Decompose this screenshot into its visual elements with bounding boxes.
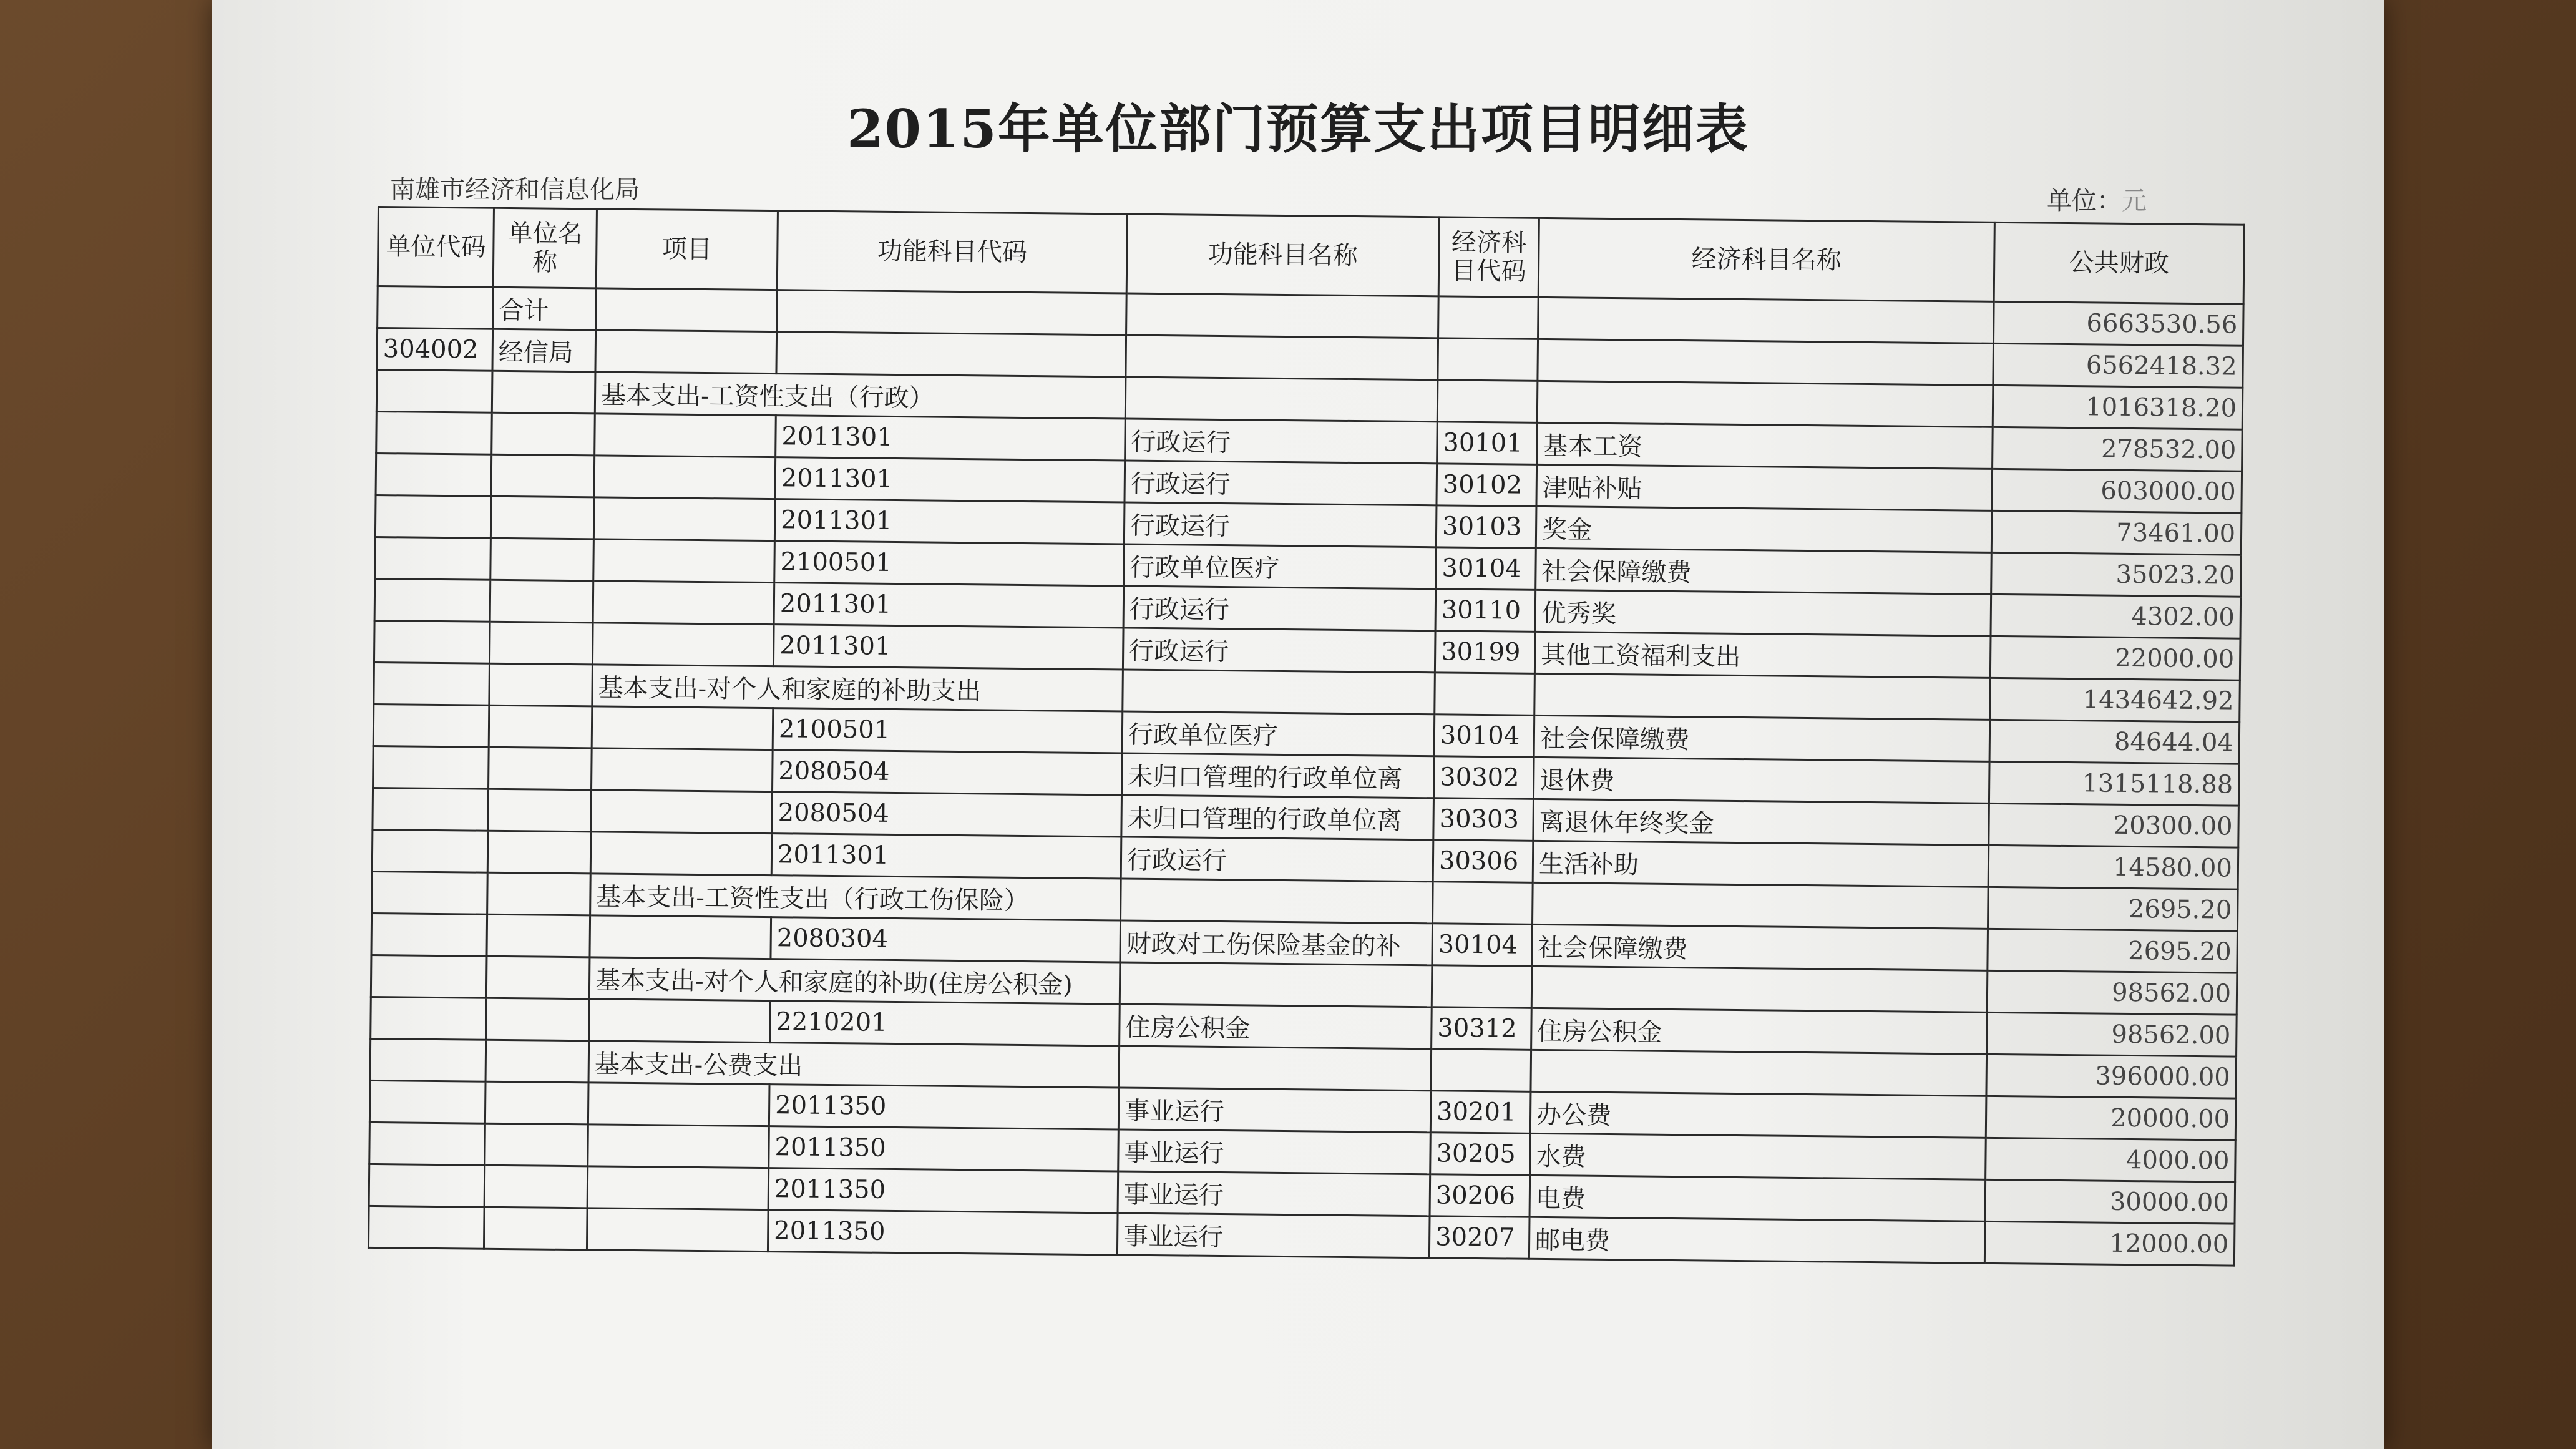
unit-name-cell — [484, 1207, 587, 1250]
organization-name: 南雄市经济和信息化局 — [390, 175, 640, 204]
amount-cell: 14580.00 — [1988, 845, 2238, 889]
amount-cell: 12000.00 — [1984, 1221, 2235, 1266]
function-code-cell: 2011301 — [775, 457, 1125, 502]
project-cell — [594, 456, 776, 499]
economic-name-cell: 社会保障缴费 — [1534, 715, 1990, 761]
function-name-cell — [1119, 1046, 1432, 1091]
unit-name-cell — [487, 914, 590, 957]
function-code-cell: 2080504 — [773, 750, 1123, 795]
unit-name-cell — [487, 872, 591, 915]
economic-name-cell — [1531, 966, 1988, 1012]
function-code-cell: 2011350 — [769, 1085, 1119, 1129]
unit-name-cell: 经信局 — [492, 329, 596, 372]
unit-code-cell — [371, 997, 487, 1040]
economic-code-cell: 30306 — [1433, 840, 1533, 883]
function-code-cell: 2210201 — [770, 1001, 1120, 1046]
function-name-cell: 事业运行 — [1118, 1129, 1431, 1174]
function-code-cell — [777, 290, 1127, 335]
project-cell — [589, 999, 771, 1043]
unit-name-cell — [489, 622, 593, 665]
project-cell — [592, 623, 774, 666]
unit-name-cell — [489, 705, 592, 748]
economic-name-cell: 办公费 — [1530, 1091, 1986, 1138]
budget-table — [368, 206, 2245, 1267]
function-name-cell: 事业运行 — [1118, 1088, 1431, 1133]
function-name-cell — [1120, 962, 1432, 1007]
economic-code-cell: 30104 — [1436, 547, 1536, 590]
function-code-cell — [776, 332, 1126, 377]
economic-code-cell: 30303 — [1433, 798, 1534, 841]
economic-code-cell: 30206 — [1430, 1174, 1530, 1217]
unit-code-cell — [376, 411, 492, 454]
table-body — [368, 286, 2243, 1266]
economic-name-cell: 离退休年终奖金 — [1533, 799, 1989, 845]
function-name-cell: 行政运行 — [1124, 502, 1437, 547]
unit-name-cell — [489, 747, 592, 790]
function-code-cell: 2011301 — [771, 834, 1121, 879]
function-name-cell: 行政运行 — [1125, 461, 1437, 505]
economic-code-cell: 30312 — [1432, 1007, 1532, 1050]
function-name-cell: 未归口管理的行政单位离 — [1121, 795, 1434, 840]
function-code-cell: 2080504 — [772, 792, 1122, 837]
unit-code-cell — [369, 1164, 485, 1207]
amount-cell: 6562418.32 — [1993, 343, 2243, 388]
function-code-cell: 2100501 — [774, 541, 1125, 586]
function-name-cell: 财政对工伤保险基金的补 — [1120, 920, 1433, 965]
header-function-code: 功能科目代码 — [777, 211, 1127, 293]
amount-cell: 2695.20 — [1988, 929, 2238, 973]
unit-name-cell — [484, 1165, 588, 1208]
function-code-cell: 2100501 — [773, 708, 1123, 753]
unit-name-cell: 合计 — [493, 287, 597, 330]
amount-cell: 30000.00 — [1985, 1179, 2235, 1224]
unit-name-cell — [490, 538, 594, 581]
project-cell — [596, 288, 778, 332]
amount-cell: 4000.00 — [1986, 1138, 2236, 1182]
economic-code-cell — [1438, 338, 1538, 381]
unit-code-cell — [375, 495, 491, 538]
project-cell — [587, 1166, 769, 1210]
function-name-cell: 行政运行 — [1121, 837, 1433, 882]
project-cell — [590, 915, 771, 959]
function-code-cell: 2011301 — [774, 583, 1124, 628]
unit-name-cell — [487, 831, 591, 874]
unit-name-cell — [485, 1040, 589, 1083]
amount-cell: 396000.00 — [1986, 1054, 2237, 1098]
document-page — [212, 0, 2384, 1449]
economic-code-cell: 30101 — [1437, 422, 1538, 465]
economic-code-cell: 30110 — [1435, 589, 1536, 632]
economic-code-cell — [1437, 380, 1538, 423]
unit-code-cell — [374, 620, 490, 663]
amount-cell: 1016318.20 — [1993, 385, 2243, 429]
function-name-cell: 事业运行 — [1118, 1171, 1430, 1216]
function-name-cell — [1123, 670, 1435, 715]
economic-name-cell — [1534, 673, 1991, 720]
function-name-cell: 行政运行 — [1123, 586, 1436, 631]
unit-code-cell — [372, 829, 488, 872]
unit-code-cell — [371, 955, 487, 998]
project-cell — [588, 1083, 769, 1126]
amount-cell: 98562.00 — [1987, 1012, 2237, 1056]
project-cell — [595, 330, 777, 374]
unit-code-cell — [373, 704, 489, 747]
amount-cell: 84644.04 — [1989, 720, 2240, 764]
unit-code-cell — [376, 453, 492, 496]
unit-code-cell — [378, 286, 494, 329]
economic-name-cell: 其他工资福利支出 — [1534, 632, 1991, 678]
economic-name-cell — [1538, 339, 1994, 385]
amount-cell: 4302.00 — [1991, 594, 2241, 638]
function-name-cell: 行政单位医疗 — [1122, 711, 1435, 756]
function-name-cell — [1126, 293, 1439, 338]
project-cell — [593, 497, 775, 541]
economic-code-cell — [1431, 1049, 1531, 1092]
unit-code-cell — [376, 370, 492, 413]
function-code-cell: 2011301 — [776, 416, 1126, 461]
economic-name-cell — [1533, 882, 1989, 929]
economic-name-cell: 退休费 — [1533, 757, 1989, 803]
project-cell: 基本支出-工资性支出（行政工伤保险） — [590, 874, 1121, 920]
economic-code-cell: 30104 — [1432, 924, 1533, 967]
economic-name-cell: 优秀奖 — [1535, 590, 1991, 636]
project-cell — [592, 748, 773, 792]
function-code-cell: 2011350 — [768, 1168, 1118, 1213]
economic-name-cell: 生活补助 — [1533, 841, 1989, 887]
header-economic-code: 经济科目代码 — [1438, 217, 1539, 298]
project-cell: 基本支出-对个人和家庭的补助(住房公积金) — [589, 957, 1120, 1004]
economic-name-cell — [1531, 1050, 1987, 1096]
function-name-cell: 住房公积金 — [1120, 1004, 1432, 1049]
economic-code-cell — [1432, 965, 1532, 1008]
unit-code-cell — [371, 913, 487, 956]
unit-name-cell — [486, 998, 590, 1041]
economic-name-cell: 住房公积金 — [1531, 1008, 1988, 1054]
unit-label: 单位： — [2047, 187, 2122, 215]
economic-name-cell — [1538, 297, 1994, 343]
economic-code-cell: 30201 — [1430, 1091, 1531, 1134]
unit-code-cell — [375, 537, 491, 580]
function-name-cell: 未归口管理的行政单位离 — [1121, 753, 1434, 798]
unit-name-cell — [486, 956, 590, 999]
amount-cell: 35023.20 — [1991, 552, 2242, 597]
unit-code-cell: 304002 — [377, 328, 493, 371]
header-unit-code: 单位代码 — [378, 207, 494, 288]
header-public-finance: 公共财政 — [1994, 222, 2244, 304]
project-cell — [593, 539, 775, 583]
economic-code-cell: 30102 — [1437, 464, 1537, 507]
amount-cell: 2695.20 — [1988, 887, 2238, 931]
project-cell — [587, 1208, 768, 1252]
project-cell — [595, 414, 776, 457]
economic-code-cell — [1438, 296, 1539, 339]
economic-name-cell: 社会保障缴费 — [1532, 924, 1988, 970]
economic-name-cell: 电费 — [1530, 1175, 1986, 1221]
economic-code-cell: 30207 — [1429, 1216, 1530, 1259]
unit-name-cell — [485, 1081, 588, 1125]
function-code-cell: 2011350 — [768, 1210, 1118, 1255]
project-cell — [590, 832, 772, 876]
unit-code-cell — [374, 662, 490, 705]
project-cell — [593, 581, 774, 625]
function-name-cell: 行政单位医疗 — [1124, 544, 1437, 589]
unit-name-cell — [488, 789, 592, 832]
unit-name-cell — [492, 412, 595, 456]
economic-code-cell: 30104 — [1434, 715, 1534, 758]
economic-name-cell — [1537, 381, 1993, 427]
amount-cell: 20300.00 — [1989, 803, 2239, 847]
function-name-cell — [1126, 335, 1438, 380]
amount-cell: 73461.00 — [1991, 510, 2242, 555]
amount-cell: 1434642.92 — [1990, 678, 2240, 722]
project-cell — [592, 706, 773, 750]
unit-code-cell — [369, 1122, 485, 1165]
unit-code-cell — [374, 578, 490, 622]
unit-name-cell — [485, 1123, 588, 1166]
unit-name-cell — [490, 496, 594, 539]
unit-name-cell — [491, 454, 595, 497]
function-name-cell: 行政运行 — [1125, 419, 1438, 464]
function-code-cell: 2011301 — [774, 499, 1125, 544]
header-unit-name: 单位名称 — [493, 208, 597, 288]
unit-name-cell — [489, 663, 593, 706]
function-name-cell — [1125, 377, 1438, 422]
economic-name-cell: 津贴补贴 — [1536, 464, 1993, 510]
amount-cell: 22000.00 — [1990, 636, 2240, 680]
economic-code-cell — [1433, 882, 1533, 925]
project-cell: 基本支出-公费支出 — [588, 1041, 1120, 1088]
function-code-cell: 2011301 — [773, 625, 1123, 670]
economic-name-cell: 奖金 — [1536, 506, 1992, 552]
economic-name-cell: 社会保障缴费 — [1536, 548, 1992, 594]
header-project: 项目 — [596, 209, 778, 290]
project-cell — [591, 790, 773, 834]
function-code-cell: 2080304 — [771, 917, 1121, 962]
amount-cell: 98562.00 — [1987, 970, 2237, 1015]
amount-cell: 278532.00 — [1993, 427, 2243, 471]
unit-code-cell — [368, 1206, 484, 1249]
header-function-name: 功能科目名称 — [1126, 214, 1439, 296]
amount-cell: 20000.00 — [1986, 1096, 2236, 1140]
economic-name-cell: 水费 — [1530, 1133, 1986, 1179]
economic-name-cell: 邮电费 — [1529, 1217, 1985, 1263]
economic-code-cell: 30302 — [1433, 756, 1534, 799]
unit-code-cell — [373, 788, 489, 831]
economic-code-cell: 30199 — [1435, 631, 1535, 674]
unit-code-cell — [369, 1080, 485, 1123]
amount-cell: 6663530.56 — [1994, 301, 2244, 346]
unit-name-cell — [490, 580, 593, 623]
project-cell — [588, 1125, 769, 1168]
function-code-cell: 2011350 — [769, 1126, 1119, 1171]
unit-code-cell — [373, 746, 489, 789]
project-cell: 基本支出-工资性支出（行政） — [595, 372, 1126, 419]
currency-unit — [2047, 181, 2147, 217]
function-name-cell: 事业运行 — [1117, 1213, 1430, 1258]
header-economic-name: 经济科目名称 — [1538, 218, 1994, 301]
document-title: 2015年单位部门预算支出项目明细表 — [847, 98, 1749, 160]
unit-code-cell — [370, 1038, 486, 1081]
economic-code-cell — [1435, 673, 1535, 716]
unit-code-cell — [372, 871, 488, 914]
project-cell: 基本支出-对个人和家庭的补助支出 — [592, 665, 1123, 711]
economic-code-cell: 30205 — [1430, 1133, 1531, 1176]
unit-name-cell — [492, 371, 595, 414]
economic-name-cell: 基本工资 — [1537, 422, 1993, 469]
amount-cell: 603000.00 — [1992, 469, 2242, 513]
unit-value: 元 — [2122, 187, 2147, 215]
function-name-cell: 行政运行 — [1123, 628, 1435, 673]
economic-code-cell: 30103 — [1436, 505, 1536, 549]
function-name-cell — [1121, 879, 1433, 924]
amount-cell: 1315118.88 — [1989, 761, 2239, 806]
